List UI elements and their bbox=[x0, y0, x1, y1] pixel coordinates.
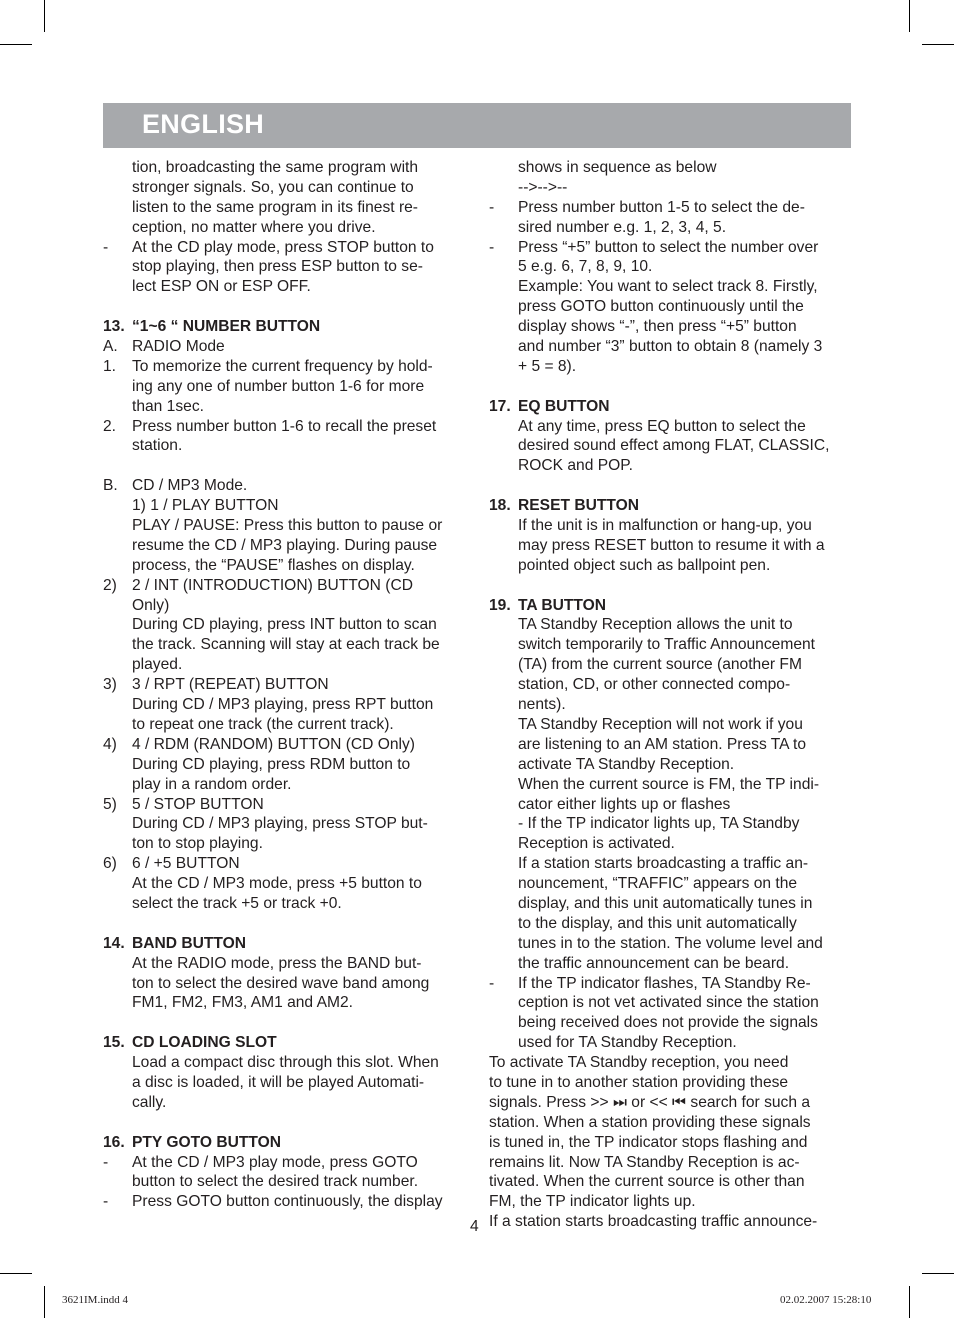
line-text: To activate TA Standby reception, you need bbox=[489, 1054, 789, 1072]
line-text: the track. Scanning will stay at each track be bbox=[132, 636, 440, 654]
line-text: a disc is loaded, it will be played Automati- bbox=[132, 1073, 425, 1091]
list-marker: 3) bbox=[103, 676, 117, 694]
list-marker: 4) bbox=[103, 735, 117, 753]
line-text: During CD playing, press INT button to scan bbox=[132, 616, 437, 634]
text-line bbox=[103, 775, 467, 795]
right-column bbox=[489, 158, 853, 1232]
line-text: During CD / MP3 playing, press STOP but- bbox=[132, 815, 428, 833]
line-text: 2 / INT (INTRODUCTION) BUTTON (CD bbox=[132, 576, 413, 594]
text-line bbox=[489, 417, 853, 437]
line-text: switch temporarily to Traffic Announcement bbox=[518, 636, 815, 654]
line-text: + 5 = 8). bbox=[518, 357, 577, 375]
text-line bbox=[103, 834, 467, 854]
line-text: TA BUTTON bbox=[518, 596, 607, 614]
text-line bbox=[489, 755, 853, 775]
blank-line bbox=[489, 576, 853, 596]
list-marker: - bbox=[103, 1153, 109, 1171]
line-text: BAND BUTTON bbox=[132, 934, 247, 952]
line-text: are listening to an AM station. Press TA to bbox=[518, 735, 807, 753]
crop-mark bbox=[922, 44, 954, 45]
crop-mark bbox=[909, 1286, 910, 1318]
text-line bbox=[489, 894, 853, 914]
text-line bbox=[103, 257, 467, 277]
text-line bbox=[489, 615, 853, 635]
line-text: button to select the desired track number. bbox=[132, 1173, 419, 1191]
list-marker: 2. bbox=[103, 417, 117, 435]
line-text: shows in sequence as below bbox=[518, 159, 717, 176]
text-line bbox=[103, 735, 467, 755]
line-text: Example: You want to select track 8. Firstly, bbox=[518, 278, 818, 296]
crop-mark bbox=[922, 1273, 954, 1274]
section-heading bbox=[103, 1033, 467, 1053]
list-marker: A. bbox=[103, 338, 118, 356]
text-line bbox=[103, 1093, 467, 1113]
page-number: 4 bbox=[470, 1218, 479, 1235]
text-line bbox=[489, 814, 853, 834]
text-line bbox=[489, 914, 853, 934]
text-line bbox=[489, 795, 853, 815]
line-text: resume the CD / MP3 playing. During pause bbox=[132, 536, 438, 554]
text-line bbox=[489, 317, 853, 337]
line-text: EQ BUTTON bbox=[518, 397, 610, 415]
line-text: - If the TP indicator lights up, TA Standby bbox=[518, 815, 800, 833]
text-line bbox=[489, 715, 853, 735]
text-line bbox=[489, 158, 853, 178]
line-text: -->-->-- bbox=[518, 178, 568, 196]
line-text: signals. Press >> ⏭ or << ⏮ search for such a bbox=[489, 1093, 811, 1111]
text-line bbox=[489, 556, 853, 576]
line-text: station, CD, or other connected compo- bbox=[518, 676, 791, 694]
text-line bbox=[489, 834, 853, 854]
line-text: the traffic announcement can be beard. bbox=[518, 954, 790, 972]
text-line bbox=[103, 993, 467, 1013]
text-line bbox=[103, 397, 467, 417]
text-line bbox=[489, 516, 853, 536]
line-text: tunes in to the station. The volume level and bbox=[518, 934, 823, 952]
text-line bbox=[103, 516, 467, 536]
text-line bbox=[103, 576, 467, 596]
line-text: ROCK and POP. bbox=[518, 457, 633, 475]
line-text: FM, the TP indicator lights up. bbox=[489, 1193, 696, 1211]
line-text: PTY GOTO BUTTON bbox=[132, 1133, 282, 1151]
text-line bbox=[103, 695, 467, 715]
line-text: CD LOADING SLOT bbox=[132, 1034, 277, 1052]
text-line bbox=[489, 198, 853, 218]
text-line bbox=[103, 536, 467, 556]
line-text: At the CD / MP3 play mode, press GOTO bbox=[132, 1153, 418, 1171]
blank-line bbox=[103, 914, 467, 934]
text-line bbox=[103, 954, 467, 974]
text-line bbox=[489, 257, 853, 277]
line-text: 6 / +5 BUTTON bbox=[132, 855, 240, 873]
line-text: “1~6 “ NUMBER BUTTON bbox=[132, 318, 321, 336]
crop-mark bbox=[0, 1273, 32, 1274]
line-text: tion, broadcasting the same program with bbox=[132, 159, 419, 176]
line-text: station. bbox=[132, 437, 183, 455]
text-line bbox=[103, 635, 467, 655]
text-line bbox=[103, 755, 467, 775]
text-line bbox=[103, 238, 467, 258]
line-text: (TA) from the current source (another FM bbox=[518, 656, 802, 674]
line-text: At the CD play mode, press STOP button to bbox=[132, 238, 434, 256]
blank-line bbox=[489, 377, 853, 397]
line-text: 3 / RPT (REPEAT) BUTTON bbox=[132, 676, 329, 694]
line-text: During CD playing, press RDM button to bbox=[132, 755, 411, 773]
text-line bbox=[489, 1013, 853, 1033]
line-text: than 1sec. bbox=[132, 397, 204, 415]
line-text: Press number button 1-6 to recall the preset bbox=[132, 417, 437, 435]
text-line bbox=[103, 615, 467, 635]
section-heading bbox=[103, 934, 467, 954]
list-marker: 17. bbox=[489, 397, 511, 415]
list-marker: - bbox=[489, 974, 495, 992]
line-text: If the TP indicator flashes, TA Standby Re- bbox=[518, 974, 811, 992]
section-heading bbox=[103, 317, 467, 337]
line-text: PLAY / PAUSE: Press this button to pause or bbox=[132, 517, 443, 535]
crop-mark bbox=[44, 1286, 45, 1318]
line-text: Load a compact disc through this slot. When bbox=[132, 1054, 439, 1072]
text-line bbox=[103, 1192, 467, 1212]
list-marker: - bbox=[103, 1193, 109, 1211]
text-line bbox=[103, 675, 467, 695]
blank-line bbox=[103, 456, 467, 476]
crop-mark bbox=[0, 44, 32, 45]
text-line bbox=[103, 357, 467, 377]
list-marker: 6) bbox=[103, 855, 117, 873]
line-text: Reception is activated. bbox=[518, 835, 675, 853]
text-line bbox=[489, 934, 853, 954]
line-text: To memorize the current frequency by hold- bbox=[132, 357, 433, 375]
text-line bbox=[489, 1093, 853, 1113]
text-line bbox=[103, 377, 467, 397]
text-line bbox=[103, 158, 467, 178]
text-line bbox=[489, 854, 853, 874]
list-marker: 1. bbox=[103, 357, 117, 375]
text-line bbox=[103, 1172, 467, 1192]
text-line bbox=[103, 198, 467, 218]
blank-line bbox=[103, 297, 467, 317]
list-marker: 2) bbox=[103, 576, 117, 594]
line-text: stop playing, then press ESP button to se- bbox=[132, 258, 423, 276]
line-text: nouncement, “TRAFFIC” appears on the bbox=[518, 875, 798, 893]
text-line bbox=[103, 974, 467, 994]
line-text: display, and this unit automatically tunes in bbox=[518, 894, 813, 912]
text-line bbox=[489, 1192, 853, 1212]
text-line bbox=[489, 695, 853, 715]
text-line bbox=[103, 476, 467, 496]
line-text: press GOTO button continuously until the bbox=[518, 298, 804, 316]
left-column bbox=[103, 158, 467, 1212]
text-line bbox=[489, 1133, 853, 1153]
text-line bbox=[489, 297, 853, 317]
language-header-bar bbox=[103, 103, 851, 148]
line-text: 1) 1 / PLAY BUTTON bbox=[132, 497, 279, 515]
text-line bbox=[103, 436, 467, 456]
text-line bbox=[489, 238, 853, 258]
text-line bbox=[489, 655, 853, 675]
line-text: sired number e.g. 1, 2, 3, 4, 5. bbox=[518, 218, 727, 236]
section-heading bbox=[489, 596, 853, 616]
line-text: FM1, FM2, FM3, AM1 and AM2. bbox=[132, 994, 353, 1012]
list-marker: 19. bbox=[489, 596, 511, 614]
line-text: played. bbox=[132, 656, 183, 674]
line-text: and number “3” button to obtain 8 (namely 3 bbox=[518, 338, 823, 356]
section-heading bbox=[489, 397, 853, 417]
text-line bbox=[489, 974, 853, 994]
line-text: 5 e.g. 6, 7, 8, 9, 10. bbox=[518, 258, 653, 276]
text-line bbox=[103, 814, 467, 834]
text-line bbox=[103, 596, 467, 616]
line-text: Press number button 1-5 to select the de- bbox=[518, 198, 805, 216]
text-line bbox=[489, 1172, 853, 1192]
text-line bbox=[103, 894, 467, 914]
text-line bbox=[103, 655, 467, 675]
line-text: station. When a station providing these signals bbox=[489, 1113, 811, 1131]
line-text: If a station starts broadcasting a traffic an- bbox=[518, 855, 809, 873]
line-text: lect ESP ON or ESP OFF. bbox=[132, 278, 311, 296]
text-line bbox=[489, 277, 853, 297]
line-text: RADIO Mode bbox=[132, 338, 225, 356]
line-text: Only) bbox=[132, 596, 170, 614]
list-marker: 5) bbox=[103, 795, 117, 813]
text-line bbox=[103, 218, 467, 238]
list-marker: - bbox=[489, 238, 495, 256]
line-text: process, the “PAUSE” flashes on display. bbox=[132, 556, 415, 574]
text-line bbox=[489, 536, 853, 556]
text-line bbox=[103, 496, 467, 516]
text-line bbox=[489, 735, 853, 755]
line-text: to tune in to another station providing these bbox=[489, 1073, 789, 1091]
line-text: to repeat one track (the current track). bbox=[132, 715, 394, 733]
line-text: ton to stop playing. bbox=[132, 835, 263, 853]
text-line bbox=[103, 854, 467, 874]
list-marker: 14. bbox=[103, 934, 125, 952]
line-text: cally. bbox=[132, 1093, 167, 1111]
text-line bbox=[489, 1212, 853, 1232]
line-text: desired sound effect among FLAT, CLASSIC, bbox=[518, 437, 830, 455]
text-line bbox=[489, 635, 853, 655]
line-text: Press “+5” button to select the number over bbox=[518, 238, 819, 256]
line-text: 5 / STOP BUTTON bbox=[132, 795, 264, 813]
list-marker: 13. bbox=[103, 318, 125, 336]
line-text: activate TA Standby Reception. bbox=[518, 755, 735, 773]
line-text: TA Standby Reception allows the unit to bbox=[518, 616, 793, 634]
line-text: listen to the same program in its finest re- bbox=[132, 198, 419, 216]
text-line bbox=[489, 1113, 853, 1133]
line-text: may press RESET button to resume it with a bbox=[518, 536, 825, 554]
line-text: At the RADIO mode, press the BAND but- bbox=[132, 954, 422, 972]
line-text: Press GOTO button continuously, the display bbox=[132, 1193, 443, 1211]
line-text: used for TA Standby Reception. bbox=[518, 1034, 737, 1052]
text-line bbox=[489, 456, 853, 476]
line-text: nents). bbox=[518, 696, 566, 714]
line-text: to the display, and this unit automatically bbox=[518, 914, 797, 932]
line-text: ing any one of number button 1-6 for more bbox=[132, 377, 425, 395]
text-line bbox=[489, 436, 853, 456]
line-text: RESET BUTTON bbox=[518, 497, 640, 515]
text-line bbox=[103, 556, 467, 576]
line-text: display shows “-”, then press “+5” button bbox=[518, 318, 797, 336]
line-text: tivated. When the current source is other than bbox=[489, 1173, 805, 1191]
list-marker: 16. bbox=[103, 1133, 125, 1151]
blank-line bbox=[103, 1113, 467, 1133]
text-line bbox=[103, 1053, 467, 1073]
section-heading bbox=[103, 1133, 467, 1153]
text-line bbox=[489, 337, 853, 357]
text-line bbox=[103, 337, 467, 357]
line-text: stronger signals. So, you can continue to bbox=[132, 178, 414, 196]
line-text: TA Standby Reception will not work if you bbox=[518, 715, 803, 733]
text-line bbox=[103, 178, 467, 198]
line-text: remains lit. Now TA Standby Reception is ac- bbox=[489, 1153, 800, 1171]
line-text: ception, no matter where you drive. bbox=[132, 218, 376, 236]
text-line bbox=[489, 874, 853, 894]
line-text: pointed object such as ballpoint pen. bbox=[518, 556, 771, 574]
list-marker: - bbox=[489, 198, 495, 216]
line-text: play in a random order. bbox=[132, 775, 292, 793]
text-line bbox=[489, 1153, 853, 1173]
text-line bbox=[489, 675, 853, 695]
text-line bbox=[489, 954, 853, 974]
text-line bbox=[103, 715, 467, 735]
text-line bbox=[489, 218, 853, 238]
blank-line bbox=[103, 1013, 467, 1033]
line-text: At the CD / MP3 mode, press +5 button to bbox=[132, 875, 422, 893]
text-line bbox=[489, 357, 853, 377]
text-line bbox=[103, 1073, 467, 1093]
blank-line bbox=[489, 476, 853, 496]
file-slug: 3621IM.indd 4 bbox=[62, 1294, 128, 1306]
line-text: ton to select the desired wave band among bbox=[132, 974, 430, 992]
text-line bbox=[103, 277, 467, 297]
line-text: If a station starts broadcasting traffic announce- bbox=[489, 1213, 818, 1231]
language-title: ENGLISH bbox=[142, 109, 265, 139]
text-line bbox=[103, 417, 467, 437]
line-text: When the current source is FM, the TP indi- bbox=[518, 775, 820, 793]
line-text: cator either lights up or flashes bbox=[518, 795, 731, 813]
line-text: ception is not vet activated since the station bbox=[518, 994, 819, 1012]
print-timestamp: 02.02.2007 15:28:10 bbox=[780, 1294, 872, 1306]
line-text: 4 / RDM (RANDOM) BUTTON (CD Only) bbox=[132, 735, 415, 753]
text-line bbox=[489, 775, 853, 795]
line-text: select the track +5 or track +0. bbox=[132, 894, 342, 912]
line-text: is tuned in, the TP indicator stops flashing and bbox=[489, 1133, 808, 1151]
text-line bbox=[103, 874, 467, 894]
list-marker: 15. bbox=[103, 1034, 125, 1052]
crop-mark bbox=[909, 0, 910, 32]
list-marker: B. bbox=[103, 477, 118, 495]
line-text: At any time, press EQ button to select the bbox=[518, 417, 806, 435]
text-line bbox=[103, 1153, 467, 1173]
line-text: During CD / MP3 playing, press RPT button bbox=[132, 696, 434, 714]
line-text: If the unit is in malfunction or hang-up, you bbox=[518, 517, 812, 535]
line-text: being received does not provide the signals bbox=[518, 1014, 818, 1032]
text-line bbox=[489, 993, 853, 1013]
text-line bbox=[489, 178, 853, 198]
text-line bbox=[489, 1033, 853, 1053]
crop-mark bbox=[44, 0, 45, 32]
list-marker: 18. bbox=[489, 497, 511, 515]
list-marker: - bbox=[103, 238, 109, 256]
section-heading bbox=[489, 496, 853, 516]
line-text: CD / MP3 Mode. bbox=[132, 477, 248, 495]
text-line bbox=[103, 795, 467, 815]
text-line bbox=[489, 1053, 853, 1073]
text-line bbox=[489, 1073, 853, 1093]
